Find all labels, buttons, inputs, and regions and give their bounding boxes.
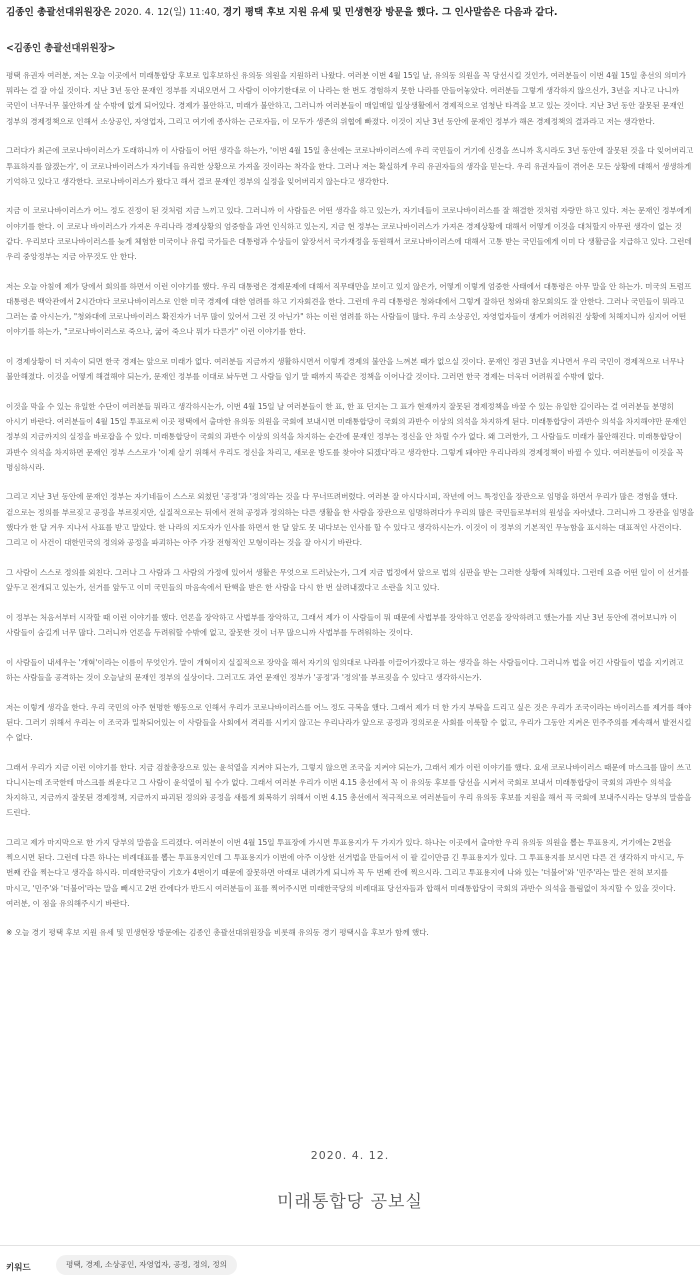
speech-paragraph: 저는 이렇게 생각을 한다. 우리 국민의 아주 현명한 행동으로 인해서 우리가 코로나바이러스를 어느 정도 극복을 했다. 그래서 제가 더 한 가지 부탁을 드리고 싶은 것은 우리가 조국이라는 바이러스를 제거를 해야 된다. 그러기 위해서 우리는 이 조국과 밀착되어있는 이 사람들을 사회에서 격리를 시키지 않고는 우리나라가 앞으로 공정과 정의로운 사회를 이룩할 수 없고, 우리가 그동안 지켜온 민주주의를 계속해서 발전시킬 수 없다. <box>6 702 692 742</box>
lead-summary: 경기 평택 후보 지원 유세 및 민생현장 방문을 했다. 그 인사말씀은 다음과 같다. <box>222 7 558 18</box>
closing-note: ※ 오늘 경기 평택 후보 지원 유세 및 민생현장 방문에는 김종인 총괄선대위원장을 비롯해 유의동 경기 평택시을 후보가 함께 했다. <box>6 928 429 938</box>
speech-paragraph: 이 경제상황이 더 지속이 되면 한국 경제는 앞으로 미래가 없다. 여러분들 지금까지 생활하시면서 이렇게 경제의 불안을 느껴본 때가 없으실 것이다. 문재인 정권 3년을 지나면서 우리 국민이 경제적으로 너무나 불안해졌다. 이것을 어떻게 해결해야 되는가, 문재인 정부를 이대로 놔두면 그 사람들 임기 말 때까지 똑같은 정책을 이어나갈 것이다. 그러면 한국 경제는 더욱더 어려워질 수밖에 없다. <box>6 357 685 382</box>
speech-paragraph: 이것을 막을 수 있는 유일한 수단이 여러분들 뭐라고 생각하시는가, 이번 4월 15일 날 여러분들이 한 표, 한 표 던지는 그 표가 현재까지 잘못된 경제정책을 바꿀 수 있는 유일한 길이라는 걸 여러분들 분명히 아시기 바란다. 여러분들이 4월 15일 투표로써 이곳 평택에서 출마한 유의동 의원을 국회에 보내시면 미래통합당이 국회의 과반수 이상의 의석을 차지하게 된다. 미래통합당이 과반수 의석을 차지해야만 문재인 정부의 지금까지의 실정을 바로잡을 수 있다. 미래통합당이 국회의 과반수 이상의 의석을 차지하는 순간에 문재인 정부는 정신을 안 차릴 수가 없다. 왜 그러한가, 그 사람들도 미래가 불안해진다. 미래통합당이 과반수 의석을 차지하면 문재인 정부 스스로가 '이제 살기 위해서 우리도 정신을 차리고, 새로운 방도를 찾아야 되겠다'라고 생각한다. 그렇게 돼야만 우리나라의 경제정책이 바뀔 수 있다. 여러분들이 이것을 꼭 명심하시라. <box>6 401 687 472</box>
speech-paragraph: 저는 오늘 아침에 제가 당에서 회의를 하면서 이런 이야기를 했다. 우리 대통령은 경제문제에 대해서 직무태만을 보이고 있지 않은가, 어떻게 이렇게 엄중한 사태에서 대통령은 아무 말을 안 하는가. 미국의 트럼프 대통령은 백악관에서 2시간마다 코로나바이러스로 인한 미국 경제에 대한 염려를 하고 기자회견을 한다. 그런데 우리 대통령은 청와대에서 그렇게 잘하던 청와대 참모회의도 잘 안한다. 그러나 국민들이 뭐라고 그러는 줄 아시는가, "청와대에 코로나바이러스 확진자가 너무 많이 있어서 그런 것 아닌가" 하는 이런 염려를 하는 사람들이 많다. 우리 소상공인, 자영업자들이 생계가 어려워진 상황에 처해지니까 심지어 어떤 이야기를 하는가, "코로나바이러스로 죽으나, 굶어 죽으나 뭐가 다른가" 이런 이야기를 한다. <box>6 281 692 337</box>
speech-paragraph: 이 정부는 처음서부터 시작할 때 이런 이야기를 했다. 언론을 장악하고 사법부를 장악하고, 그래서 제가 이 사람들이 뭐 때문에 사법부를 장악하고 언론을 장악하려고 했는가를 지난 3년 동안에 겪어보니까 이 사람들이 숨길게 너무 많다. 그러니까 언론을 두려워할 수밖에 없고, 잘못한 것이 너무 많으니까 사법부를 두려워하는 것이다. <box>6 612 677 637</box>
speech-paragraph: 지금 이 코로나바이러스가 어느 정도 진정이 된 것처럼 지금 느끼고 있다. 그러니까 이 사람들은 어떤 생각을 하고 있는가, 자기네들이 코로나바이러스를 잘 해결한 것처럼 자랑만 하고 있다. 저는 문재인 정부에게 이야기를 한다. 이 코로나 바이러스가 가져온 우리나라 경제상황의 엄중함을 과연 인식하고 있는지, 지금 현 정부는 코로나바이러스가 가져온 경제상황에 대해서 어떻게 이것을 대처할지 아무런 생각이 없는 것 같다. 우리보다 코로나바이러스를 늦게 체험한 미국이나 유럽 국가들은 대통령과 수상들이 앞장서서 국가재정을 동원해서 코로나바이러스에 대해서 고통 받는 국민들에게 이미 다 생활금을 지급하고 있다. 그런데 우리 중앙정부는 지금 아무것도 안 한다. <box>6 206 692 262</box>
keyword-tags[interactable]: 평택, 경제, 소상공인, 자영업자, 공정, 정의, 정의 <box>56 1255 237 1275</box>
speech-paragraph: 그러다가 최근에 코로나바이러스가 도래하니까 이 사람들이 어떤 생각을 하는가, '이번 4월 15일 총선에는 코로나바이러스에 우리 국민들이 거기에 신경을 쓰니까 혹시라도 3년 동안에 잘못된 것을 다 잊어버리고 투표하지를 않겠는가', 이 코로나바이러스가 자기네들 유리한 상황으로 가져올 것이라는 착각을 한다. 그러나 저는 확실하게 우리 유권자들의 생각을 믿는다. 우리 유권자들이 겪어온 모든 상황에 대해서 생생하게 기억하고 있다고 생각한다. 코로나바이러스가 왔다고 해서 결코 문재인 정부의 실정을 잊어버리지 않는다고 생각한다. <box>6 146 694 186</box>
keyword-label: 키워드 <box>6 1263 31 1273</box>
lead-sentence <box>6 5 694 20</box>
issuing-organization: 미래통합당 공보실 <box>277 1192 423 1212</box>
speech-paragraph: 그래서 우리가 지금 이런 이야기를 한다. 지금 검찰총장으로 있는 윤석열을 지켜야 되는가, 그렇지 않으면 조국을 지켜야 되는가, 그래서 제가 이런 이야기를 했다. 요새 코로나바이러스 때문에 마스크를 많이 쓰고 다니시는데 조국한테 마스크를 씌운다고 그 사람이 윤석열이 될 수가 없다. 그래서 여러분 우리가 이번 4.15 총선에서 꼭 이 유의동 후보를 당선을 시켜서 국회로 보내서 미래통합당이 국회의 과반수 의석을 차지하고, 지금까지 잘못된 경제정책, 지금까지 파괴된 정의와 공정을 새롭게 회복하기 위해서 이번 4.15 총선에서 적극적으로 여러분들이 우리 유의동 후보를 지원을 해서 꼭 국회에 보내주시라는 당부의 말씀을 드린다. <box>6 762 692 818</box>
speech-paragraph: 그리고 지난 3년 동안에 문재인 정부는 자기네들이 스스로 외쳤던 '공정'과 '정의'라는 것을 다 무너뜨려버렸다. 여러분 잘 아시다시피, 작년에 어느 특정인을 장관으로 임명을 하면서 우리가 많은 경험을 했다. 겉으로는 정의를 부르짖고 공정을 부르짖지만, 실질적으로는 뒤에서 전혀 공정과 정의하는 다른 생활을 한 사람을 장관으로 임명하려다가 우리의 많은 국민들로부터의 원성을 자아냈다. 그러니까 그 장관을 임명을 했다가 한 달 겨우 지나서 사표를 받고 말았다. 한 나라의 지도자가 인사를 하면서 한 달 앞도 못 내다보는 인사를 할 수 있다고 생각하시는가. 이것이 이 정부의 기본적인 무능함을 표시하는 대표적인 사건이다. 그리고 이 사건이 대한민국의 정의와 공정을 파괴하는 아주 가장 전형적인 모형이라는 것을 잘 아시기 바란다. <box>6 492 695 548</box>
lead-datetime: 2020. 4. 12(일) 11:40, <box>111 7 223 18</box>
keyword-divider <box>0 1245 700 1246</box>
release-date: 2020. 4. 12. <box>310 1149 390 1162</box>
lead-subject: 김종인 총괄선대위원장은 <box>6 7 112 18</box>
speaker-heading: <김종인 총괄선대위원장> <box>6 43 116 54</box>
speech-body <box>6 68 694 955</box>
speech-paragraph: 평택 유권자 여러분, 저는 오늘 이곳에서 미래통합당 후보로 입후보하신 유의동 의원을 지원하러 나왔다. 여러분 이번 4월 15일 날, 유의동 의원을 꼭 당선시킬 것인가, 여러분들이 이번 4월 15일 총선의 의미가 뭐라는 걸 잘 아실 것이다. 지난 3년 동안 문재인 정부를 지내오면서 그 사람이 이야기한대로 이 나라는 한 번도 경험하지 못한 나라를 만들어놓았다. 여러분들 그렇게 생각하지 않으신가, 3년을 지나고 나니까 국민이 너무너무 불안하게 살 수밖에 없게 되어있다. 경제가 불안하고, 미래가 불안하고, 그러니까 여러분들이 매일매일 일상생활에서 경제적으로 엄청난 타격을 보고 있는 것이다. 지난 3년 동안 잘못된 문재인 정부의 경제정책으로 인해서 소상공인, 자영업자, 그리고 여기에 종사하는 근로자들, 이 모두가 생존의 위협에 빠졌다. 이것이 지난 3년 동안에 문재인 정부가 해온 경제정책의 결과라고 저는 생각한다. <box>6 71 686 126</box>
speech-paragraph: 그리고 제가 마지막으로 한 가지 당부의 말씀을 드리겠다. 여러분이 이번 4월 15일 투표장에 가시면 투표용지가 두 가지가 있다. 하나는 이곳에서 출마한 우리 유의동 의원을 뽑는 투표용지, 거기에는 2번을 찍으시면 된다. 그런데 다른 하나는 비례대표를 뽑는 투표용지인데 그 투표용지가 이번에 아주 이상한 선거법을 만들어서 이 팔 길이만큼 긴 투표용지가 있다. 그 투표용지를 보시면 다른 건 생각하지 마시고, 두 번째 칸을 찍는다고 생각을 하시라. 미래한국당이 기호가 4번이기 때문에 잘못하면 아래로 내려가게 되니까 꼭 두 번째 칸에 찍으시라. 그리고 투표용지에 나와 있는 '더불어'와 '민주'라는 말은 전혀 보지를 마시고, '민주'와 '더불어'라는 말을 빼시고 2번 칸에다가 반드시 여러분들이 표를 찍어주시면 미래한국당의 비례대표 당선자들과 합해서 미래통합당이 국회의 과반수 의석을 틀림없이 차지할 수 있을 것이다. 여러분, 이 점을 유의해주시기 바란다. <box>6 837 684 908</box>
speech-paragraph: 이 사람들이 내세우는 '개혁'이라는 이름이 무엇인가. 말이 개혁이지 실질적으로 장악을 해서 자기의 임의대로 나라를 이끌어가겠다고 하는 생각을 하는 사람들이다. 그러니까 법을 어긴 사람들이 법을 지키려고 하는 사람들을 공격하는 것이 오늘날의 문재인 정부의 실상이다. 그러고도 과연 문재인 정부가 '공정'과 '정의'를 부르짖을 수 있다고 생각하시는가. <box>6 657 684 682</box>
speech-paragraph: 그 사람이 스스로 정의를 외친다. 그러나 그 사람과 그 사람의 가정에 있어서 생활은 무엇으로 드러났는가, 그게 지금 법정에서 앞으로 법의 심판을 받는 그러한 상황에 처해있다. 그런데 요즘 어떤 일이 이 선거를 앞두고 전개되고 있는가, 선거를 앞두고 이미 국민들의 마음속에서 탄핵을 받은 한 사람을 다시 한 번 살려내겠다고 소란을 치고 있다. <box>6 567 689 592</box>
